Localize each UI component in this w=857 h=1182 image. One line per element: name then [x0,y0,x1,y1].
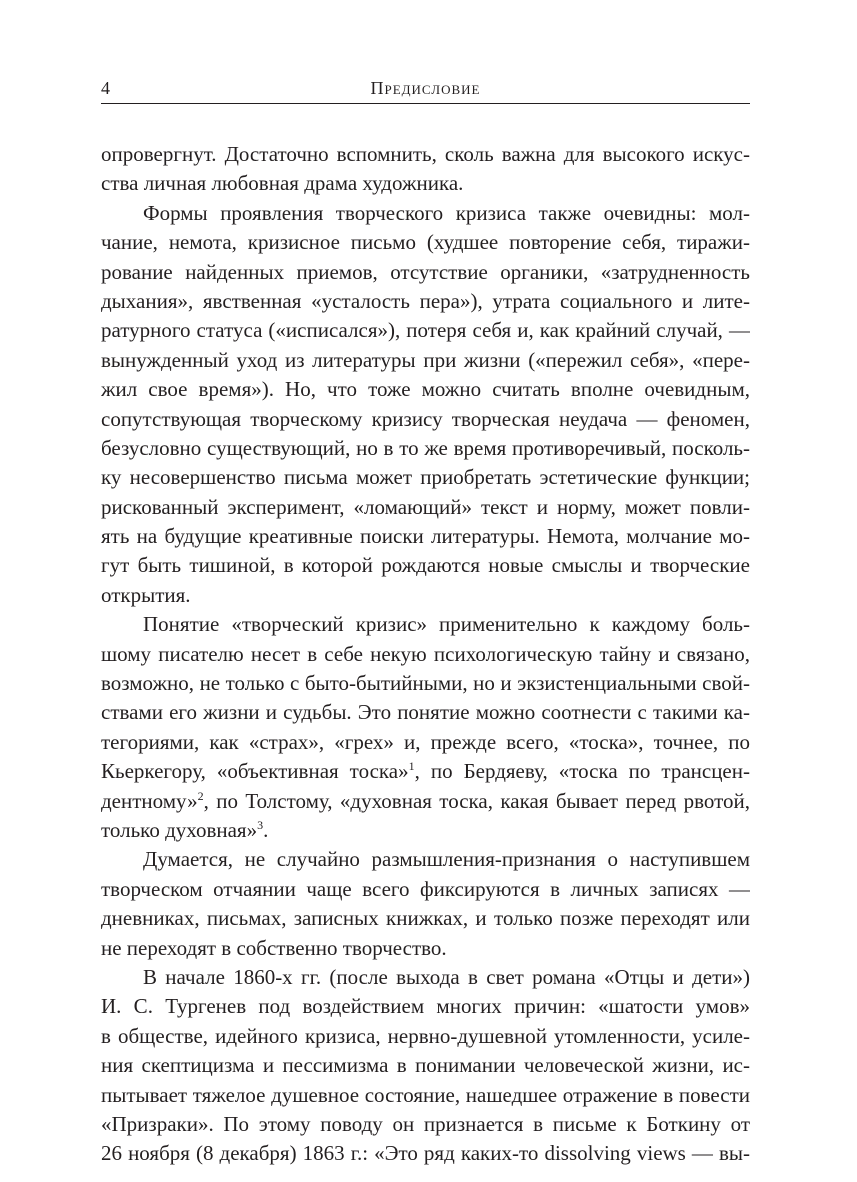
text-line: ку несовершенство письма может приобретать эстетические функции; [101,465,750,490]
text-line: «Призраки». По этому поводу он признается в письме к Боткину от [101,1111,750,1136]
text-line: дневниках, письмах, записных книжках, и только позже переходят или [101,906,750,931]
text-line: В начале 1860-х гг. (после выхода в свет романа «Отцы и дети») [143,964,750,989]
body-text [101,140,750,1169]
text-line: открытия. [101,582,191,607]
running-header [101,74,750,104]
text-line: ять на будущие креативные поиски литературы. Немота, молчание мо- [101,524,750,549]
text-line: рование найденных приемов, отсутствие органики, «затрудненность [101,259,750,284]
paragraph [101,845,750,963]
text-segment: , по Толстому, «духовная тоска, какая бывает перед рвотой, [203,788,750,813]
text-line: безусловно существующий, но в то же время противоречивый, посколь- [101,435,750,460]
text-line: тегориями, как «страх», «грех» и, прежде всего, «тоска», точнее, по [101,729,750,754]
paragraph [101,963,750,1169]
text-line: 26 ноября (8 декабря) 1863 г.: «Это ряд каких-то dissolving views — вы- [101,1141,750,1166]
page-number: 4 [101,78,110,98]
text-segment: дентному» [101,788,198,813]
text-line: пытывает тяжелое душевное состояние, нашедшее отражение в повести [101,1082,750,1107]
text-line: шому писателю несет в себе некую психологическую тайну и связано, [101,641,750,666]
footnote-marker[interactable]: 2 [197,788,204,803]
text-line: И. С. Тургенев под воздействием многих причин: «шатости умов» [101,994,750,1019]
text-line: Думается, не случайно размышления-признания о наступившем [143,847,750,872]
paragraph [101,199,750,610]
text-line: ния скептицизма и пессимизма в понимании человеческой жизни, ис- [101,1053,750,1078]
text-line: Понятие «творческий кризис» применительно к каждому боль- [143,612,750,637]
text-line: чание, немота, кризисное письмо (худшее повторение себя, тиражи- [101,230,750,255]
paragraph [101,140,750,199]
text-line: дыхания», явственная «усталость пера»), утрата социального и лите- [101,288,750,313]
text-line: ства личная любовная драма художника. [101,171,464,196]
footnote-marker[interactable]: 1 [408,759,415,774]
book-page [101,74,750,1169]
text-line: возможно, не только с быто-бытийными, но и экзистенциальными свой- [101,671,750,696]
text-line: в обществе, идейного кризиса, нервно-душевной утомленности, усиле- [101,1023,750,1048]
paragraph [101,610,750,845]
text-segment: . [263,817,269,842]
text-line: ствами его жизни и судьбы. Это понятие можно соотнести с такими ка- [101,700,750,725]
text-line: вынужденный уход из литературы при жизни («пережил себя», «пере- [101,347,750,372]
text-line: не переходят в собственно творчество. [101,935,447,960]
footnote-marker[interactable]: 3 [257,817,264,832]
text-line: опровергнут. Достаточно вспомнить, сколь важна для высокого искус- [101,142,750,166]
text-segment: Кьеркегору, «объективная тоска» [101,759,409,784]
text-line-with-footnote [101,757,750,786]
text-line: ратурного статуса («исписался»), потеря себя и, как крайний случай, — [101,318,750,343]
text-segment: , по Бердяеву, «тоска по трансцен- [414,759,750,784]
text-segment: только духовная» [101,817,258,842]
text-line-with-footnote [101,816,750,845]
text-line: жил свое время»). Но, что тоже можно считать вполне очевидным, [101,377,750,402]
section-title: Предисловие [370,78,481,98]
text-line-with-footnote [101,787,750,816]
text-line: Формы проявления творческого кризиса также очевидны: мол- [143,200,750,225]
text-line: творческом отчаянии чаще всего фиксируются в личных записях — [101,876,750,901]
text-line: рискованный эксперимент, «ломающий» текст и норму, может повли- [101,494,750,519]
text-line: гут быть тишиной, в которой рождаются новые смыслы и творческие [101,553,750,578]
text-line: сопутствующая творческому кризису творческая неудача — феномен, [101,406,750,431]
